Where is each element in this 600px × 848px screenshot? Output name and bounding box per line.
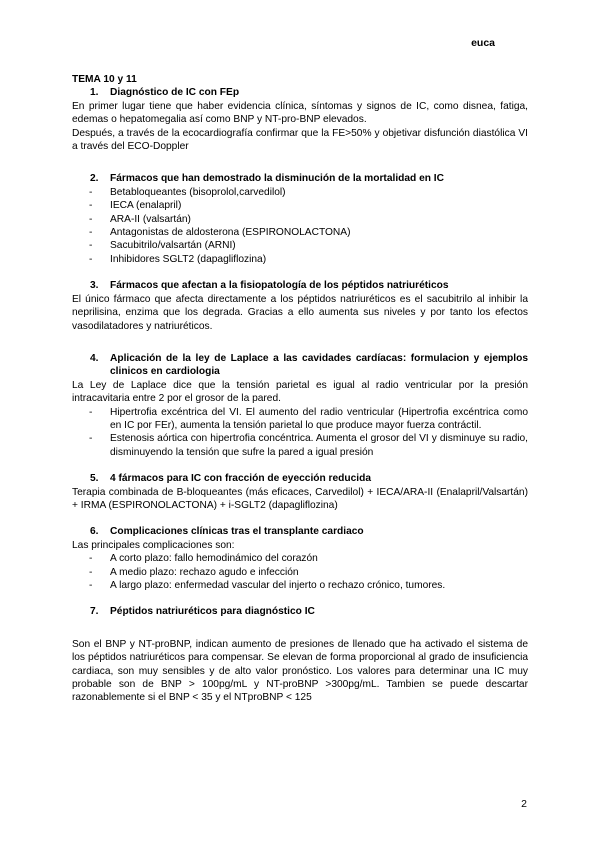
example-list [72,406,528,460]
paragraph: La Ley de Laplace dice que la tensión parietal es igual al radio ventricular por la presión intracavitaria entre 2 por el grosor de la pared. [72,379,528,405]
section-2 [72,172,528,266]
paragraph: Después, a través de la ecocardiografía confirmar que la FE>50% y objetivar disfunción diastólica VI a través del ECO-Doppler [72,127,528,153]
section-title [72,86,528,99]
section-7 [72,605,528,704]
section-number: 1. [90,87,99,99]
section-title [72,172,528,185]
header-brand: euca [471,37,495,49]
paragraph: Son el BNP y NT-proBNP, indican aumento de presiones de llenado que ha activado el sistema de los péptidos natriuréticos para compensar. Se elevan de forma proporcional al grado de insuficiencia cardiaca, son muy sensibles y de alto valor pronóstico. Los valores para determinar una IC muy probable son de BNP > 100pg/mL y NT-proBNP >300pg/mL. Tambien se puede descartar razonablemente si el BNP < 35 y el NTproBNP < 125 [72,638,528,704]
section-title-text: Fármacos que afectan a la fisiopatología de los péptidos natriuréticos [110,280,449,292]
section-5 [72,472,528,512]
list-item: - Sacubitrilo/valsartán (ARNI) [72,239,528,252]
section-title [72,352,528,379]
drug-list [72,186,528,266]
section-title-text: Complicaciones clínicas tras el transplante cardiaco [110,526,364,538]
list-item: - Antagonistas de aldosterona (ESPIRONOLACTONA) [72,226,528,239]
paragraph: Las principales complicaciones son: [72,539,235,551]
paragraph: El único fármaco que afecta directamente a los péptidos natriuréticos es el sacubitrilo al inhibir la neprilisina, enzima que los degrada. Gracias a ello aumenta sus niveles y por tanto los efectos vasodilatadores y natriuréticos. [72,293,528,332]
section-title [72,605,528,618]
section-title [72,525,528,538]
section-number: 4. [90,352,99,364]
section-4 [72,352,528,459]
list-item: - A largo plazo: enfermedad vascular del injerto o rechazo crónico, tumores. [72,579,528,592]
section-title-text: 4 fármacos para IC con fracción de eyección reducida [110,473,372,485]
list-item: - Estenosis aórtica con hipertrofia concéntrica. Aumenta el grosor del VI y disminuye su radio, disminuyendo la tensión que sufre la pared a igual presión [72,432,528,459]
page-number: 2 [521,798,527,810]
section-1 [72,86,528,153]
section-number: 7. [90,606,99,618]
list-item: - Betabloqueantes (bisoprolol,carvedilol) [72,186,528,199]
list-item: - A medio plazo: rechazo agudo e infección [72,566,528,579]
section-title-text: Péptidos natriuréticos para diagnóstico IC [110,606,315,618]
section-title [72,279,528,292]
section-title-text: Aplicación de la ley de Laplace a las cavidades cardíacas: formulacion y ejemplos clinicos en cardiologia [110,352,528,378]
topic-title: TEMA 10 y 11 [72,74,137,85]
list-item: - IECA (enalapril) [72,199,528,212]
list-item: - Inhibidores SGLT2 (dapagliflozina) [72,253,528,266]
paragraph: En primer lugar tiene que haber evidencia clínica, síntomas y signos de IC, como disnea, fatiga, edemas o hepatomegalia así como BNP y NT-pro-BNP elevados. [72,100,528,126]
section-number: 2. [90,173,99,185]
complication-list [72,552,528,592]
section-title [72,472,528,485]
paragraph: Terapia combinada de B-bloqueantes (más eficaces, Carvedilol) + IECA/ARA-II (Enalapril/Valsartán) + IRMA (ESPIRONOLACTONA) + i-SGLT2 (dapagliflozina) [72,486,528,511]
section-title-text: Fármacos que han demostrado la disminución de la mortalidad en IC [110,173,444,185]
list-item: - A corto plazo: fallo hemodinámico del corazón [72,552,528,565]
document-body [72,73,528,705]
list-item: - ARA-II (valsartán) [72,213,528,226]
section-number: 3. [90,280,99,292]
section-number: 6. [90,526,99,538]
list-item: - Hipertrofia excéntrica del VI. El aumento del radio ventricular (Hipertrofia excéntrica como en IC por FEr), aumenta la tensión parietal lo que produce mayor fuerza contráctil. [72,406,528,433]
section-title-text: Diagnóstico de IC con FEp [110,87,240,99]
section-number: 5. [90,473,99,485]
section-6 [72,525,528,592]
section-3 [72,279,528,333]
